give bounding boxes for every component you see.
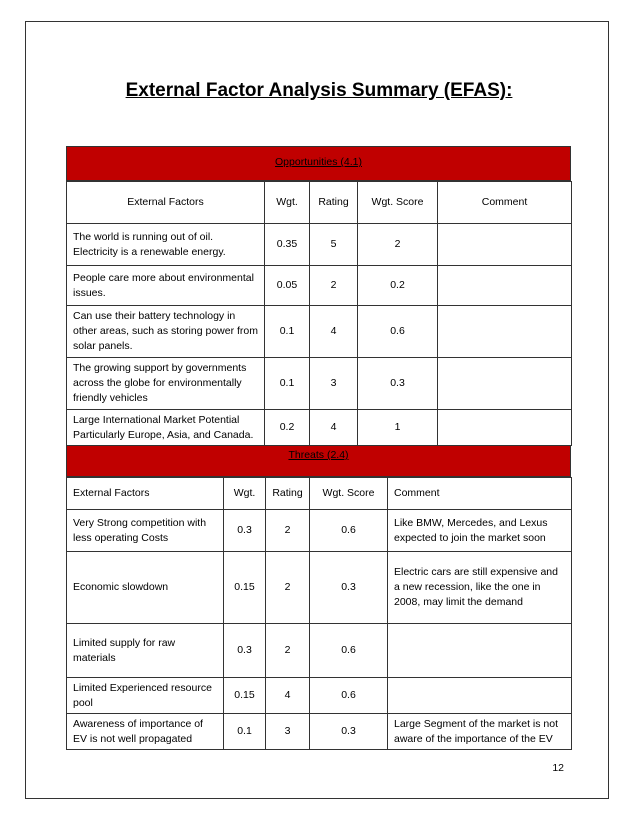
rating-cell: 4 (310, 306, 358, 358)
table-row (67, 410, 572, 446)
col-wgt-score: Wgt. Score (310, 478, 388, 510)
score-cell: 2 (358, 224, 438, 266)
col-rating: Rating (266, 478, 310, 510)
wgt-cell: 0.1 (265, 358, 310, 410)
table-row (67, 714, 572, 750)
table-row (67, 510, 572, 552)
factor-cell: Very Strong competition with less operating Costs (67, 510, 224, 552)
col-wgt: Wgt. (265, 182, 310, 224)
comment-cell: Electric cars are still expensive and a new recession, like the one in 2008, may limit the demand (388, 552, 572, 624)
rating-cell: 2 (266, 624, 310, 678)
col-comment: Comment (388, 478, 572, 510)
opportunities-header-row (67, 182, 572, 224)
opportunities-header: Opportunities (4.1) (66, 146, 571, 181)
factor-cell: Limited Experienced resource pool (67, 678, 224, 714)
factor-cell: Awareness of importance of EV is not well propagated (67, 714, 224, 750)
wgt-cell: 0.2 (265, 410, 310, 446)
comment-cell (438, 224, 572, 266)
score-cell: 0.6 (310, 510, 388, 552)
rating-cell: 4 (266, 678, 310, 714)
comment-cell (438, 306, 572, 358)
score-cell: 0.3 (358, 358, 438, 410)
col-external-factors: External Factors (67, 478, 224, 510)
rating-cell: 2 (266, 552, 310, 624)
threats-table (66, 477, 572, 750)
factor-cell: The growing support by governments across the globe for environmentally friendly vehicles (67, 358, 265, 410)
score-cell: 0.6 (358, 306, 438, 358)
table-row (67, 306, 572, 358)
comment-cell: Like BMW, Mercedes, and Lexus expected to join the market soon (388, 510, 572, 552)
factor-cell: Can use their battery technology in other areas, such as storing power from solar panels. (67, 306, 265, 358)
factor-cell: The world is running out of oil. Electricity is a renewable energy. (67, 224, 265, 266)
comment-cell (388, 678, 572, 714)
rating-cell: 4 (310, 410, 358, 446)
threats-header: Threats (2.4) (66, 445, 571, 477)
score-cell: 0.6 (310, 624, 388, 678)
col-rating: Rating (310, 182, 358, 224)
wgt-cell: 0.15 (224, 552, 266, 624)
threats-header-row (67, 478, 572, 510)
table-row (67, 224, 572, 266)
table-row (67, 678, 572, 714)
factor-cell: Large International Market Potential Particularly Europe, Asia, and Canada. (67, 410, 265, 446)
page-number: 12 (552, 762, 564, 774)
col-wgt: Wgt. (224, 478, 266, 510)
col-external-factors: External Factors (67, 182, 265, 224)
rating-cell: 3 (310, 358, 358, 410)
factor-cell: Economic slowdown (67, 552, 224, 624)
wgt-cell: 0.35 (265, 224, 310, 266)
table-row (67, 358, 572, 410)
comment-cell (438, 410, 572, 446)
wgt-cell: 0.3 (224, 510, 266, 552)
table-row (67, 552, 572, 624)
comment-cell (438, 266, 572, 306)
wgt-cell: 0.1 (265, 306, 310, 358)
comment-cell (388, 624, 572, 678)
factor-cell: Limited supply for raw materials (67, 624, 224, 678)
wgt-cell: 0.05 (265, 266, 310, 306)
wgt-cell: 0.1 (224, 714, 266, 750)
col-wgt-score: Wgt. Score (358, 182, 438, 224)
comment-cell: Large Segment of the market is not aware of the importance of the EV (388, 714, 572, 750)
rating-cell: 2 (310, 266, 358, 306)
page-title: External Factor Analysis Summary (EFAS): (125, 80, 513, 101)
score-cell: 1 (358, 410, 438, 446)
wgt-cell: 0.15 (224, 678, 266, 714)
score-cell: 0.3 (310, 714, 388, 750)
score-cell: 0.6 (310, 678, 388, 714)
table-row (67, 624, 572, 678)
wgt-cell: 0.3 (224, 624, 266, 678)
rating-cell: 2 (266, 510, 310, 552)
comment-cell (438, 358, 572, 410)
col-comment: Comment (438, 182, 572, 224)
score-cell: 0.3 (310, 552, 388, 624)
rating-cell: 3 (266, 714, 310, 750)
rating-cell: 5 (310, 224, 358, 266)
score-cell: 0.2 (358, 266, 438, 306)
factor-cell: People care more about environmental issues. (67, 266, 265, 306)
table-row (67, 266, 572, 306)
opportunities-table (66, 181, 572, 446)
